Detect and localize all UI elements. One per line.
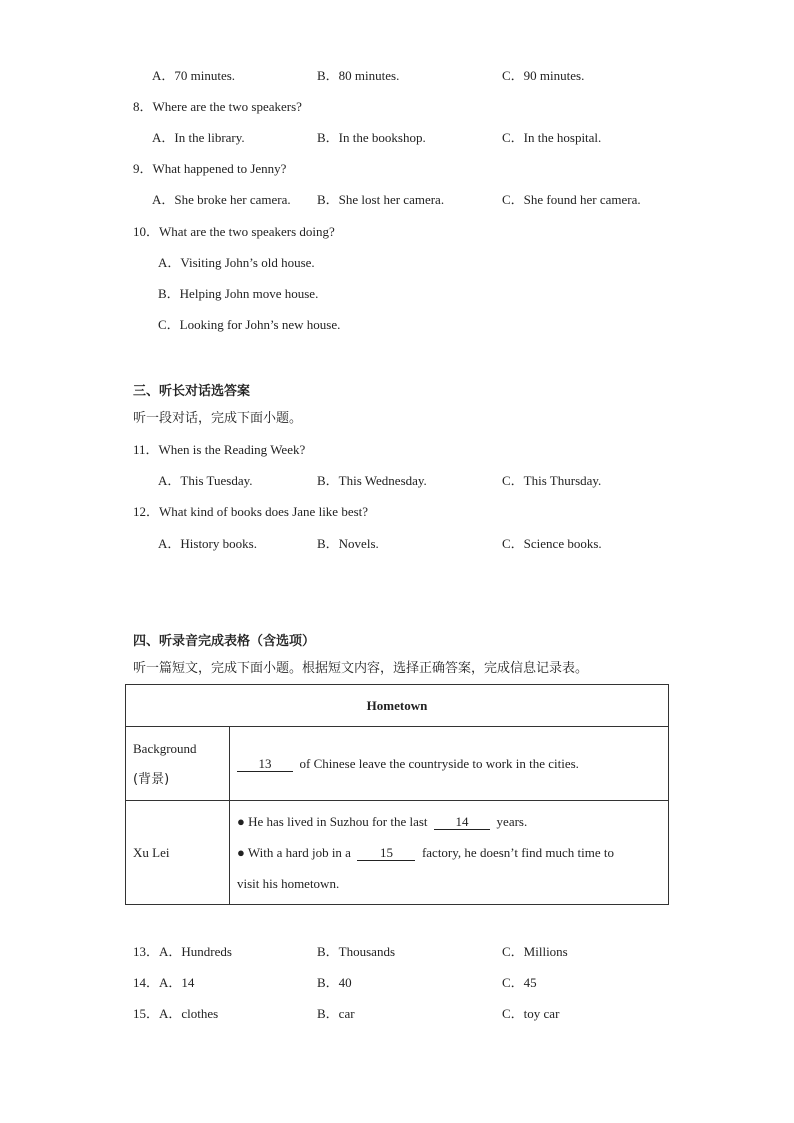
background-label-cn: (背景) bbox=[133, 771, 170, 787]
section3-heading: 三、听长对话选答案 bbox=[133, 384, 251, 399]
q8-option-b: B．In the bookshop. bbox=[317, 130, 426, 145]
bullet-2-continued: visit his hometown. bbox=[237, 876, 340, 891]
q13-option-b: B．Thousands bbox=[317, 944, 396, 959]
q8-option-c: C．In the hospital. bbox=[502, 130, 602, 145]
q12-question: 12．What kind of books does Jane like best? bbox=[133, 504, 369, 519]
q15-option-c: C．toy car bbox=[502, 1006, 560, 1021]
bullet-2-pre: ● With a hard job in a bbox=[237, 845, 351, 860]
row-xulei-label: Xu Lei bbox=[126, 801, 230, 905]
blank-15: 15 bbox=[357, 846, 415, 861]
q8-question: 8．Where are the two speakers? bbox=[133, 99, 302, 114]
row-xulei-content bbox=[230, 801, 669, 905]
blank-13: 13 bbox=[237, 757, 293, 772]
q11-question: 11．When is the Reading Week? bbox=[133, 442, 306, 457]
q7-option-c: C．90 minutes. bbox=[502, 68, 585, 83]
bullet-2 bbox=[237, 837, 661, 868]
q11-option-a: A．This Tuesday. bbox=[158, 473, 253, 488]
q9-question: 9．What happened to Jenny? bbox=[133, 161, 287, 176]
blank-14: 14 bbox=[434, 815, 490, 830]
q7-option-a: A．70 minutes. bbox=[152, 68, 236, 83]
background-text: of Chinese leave the countryside to work in the cities. bbox=[299, 755, 579, 771]
q10-option-b: B．Helping John move house. bbox=[158, 286, 319, 301]
bullet-1-pre: ● He has lived in Suzhou for the last bbox=[237, 814, 428, 829]
bullet-1-post: years. bbox=[496, 814, 528, 829]
q9-option-a: A．She broke her camera. bbox=[152, 192, 291, 207]
q10-option-a: A．Visiting John’s old house. bbox=[158, 255, 315, 270]
q9-option-c: C．She found her camera. bbox=[502, 192, 641, 207]
section4-heading: 四、听录音完成表格（含选项） bbox=[133, 634, 316, 649]
q14-option-c: C．45 bbox=[502, 975, 537, 990]
q12-option-a: A．History books. bbox=[158, 536, 257, 551]
q11-option-b: B．This Wednesday. bbox=[317, 473, 427, 488]
info-table bbox=[125, 684, 669, 905]
q13-option-a: 13．A．Hundreds bbox=[133, 944, 232, 959]
bullet-1 bbox=[237, 806, 661, 837]
q11-option-c: C．This Thursday. bbox=[502, 473, 602, 488]
q12-option-b: B．Novels. bbox=[317, 536, 379, 551]
section3-instruction: 听一段对话，完成下面小题。 bbox=[133, 411, 303, 426]
q15-option-a: 15．A．clothes bbox=[133, 1006, 219, 1021]
q8-option-a: A．In the library. bbox=[152, 130, 245, 145]
bullet-2-post: factory, he doesn’t find much time to bbox=[421, 845, 615, 860]
q7-option-b: B．80 minutes. bbox=[317, 68, 400, 83]
q15-option-b: B．car bbox=[317, 1006, 355, 1021]
q13-option-c: C．Millions bbox=[502, 944, 568, 959]
q14-option-b: B．40 bbox=[317, 975, 352, 990]
q9-option-b: B．She lost her camera. bbox=[317, 192, 445, 207]
row-background-content bbox=[230, 727, 669, 801]
row-background-label bbox=[126, 727, 230, 801]
q14-option-a: 14．A．14 bbox=[133, 975, 195, 990]
q10-question: 10．What are the two speakers doing? bbox=[133, 224, 335, 239]
q10-option-c: C．Looking for John’s new house. bbox=[158, 317, 341, 332]
q12-option-c: C．Science books. bbox=[502, 536, 602, 551]
section4-instruction: 听一篇短文，完成下面小题。根据短文内容，选择正确答案，完成信息记录表。 bbox=[133, 661, 589, 676]
background-label-en: Background bbox=[133, 740, 197, 756]
table-title: Hometown bbox=[126, 685, 669, 727]
